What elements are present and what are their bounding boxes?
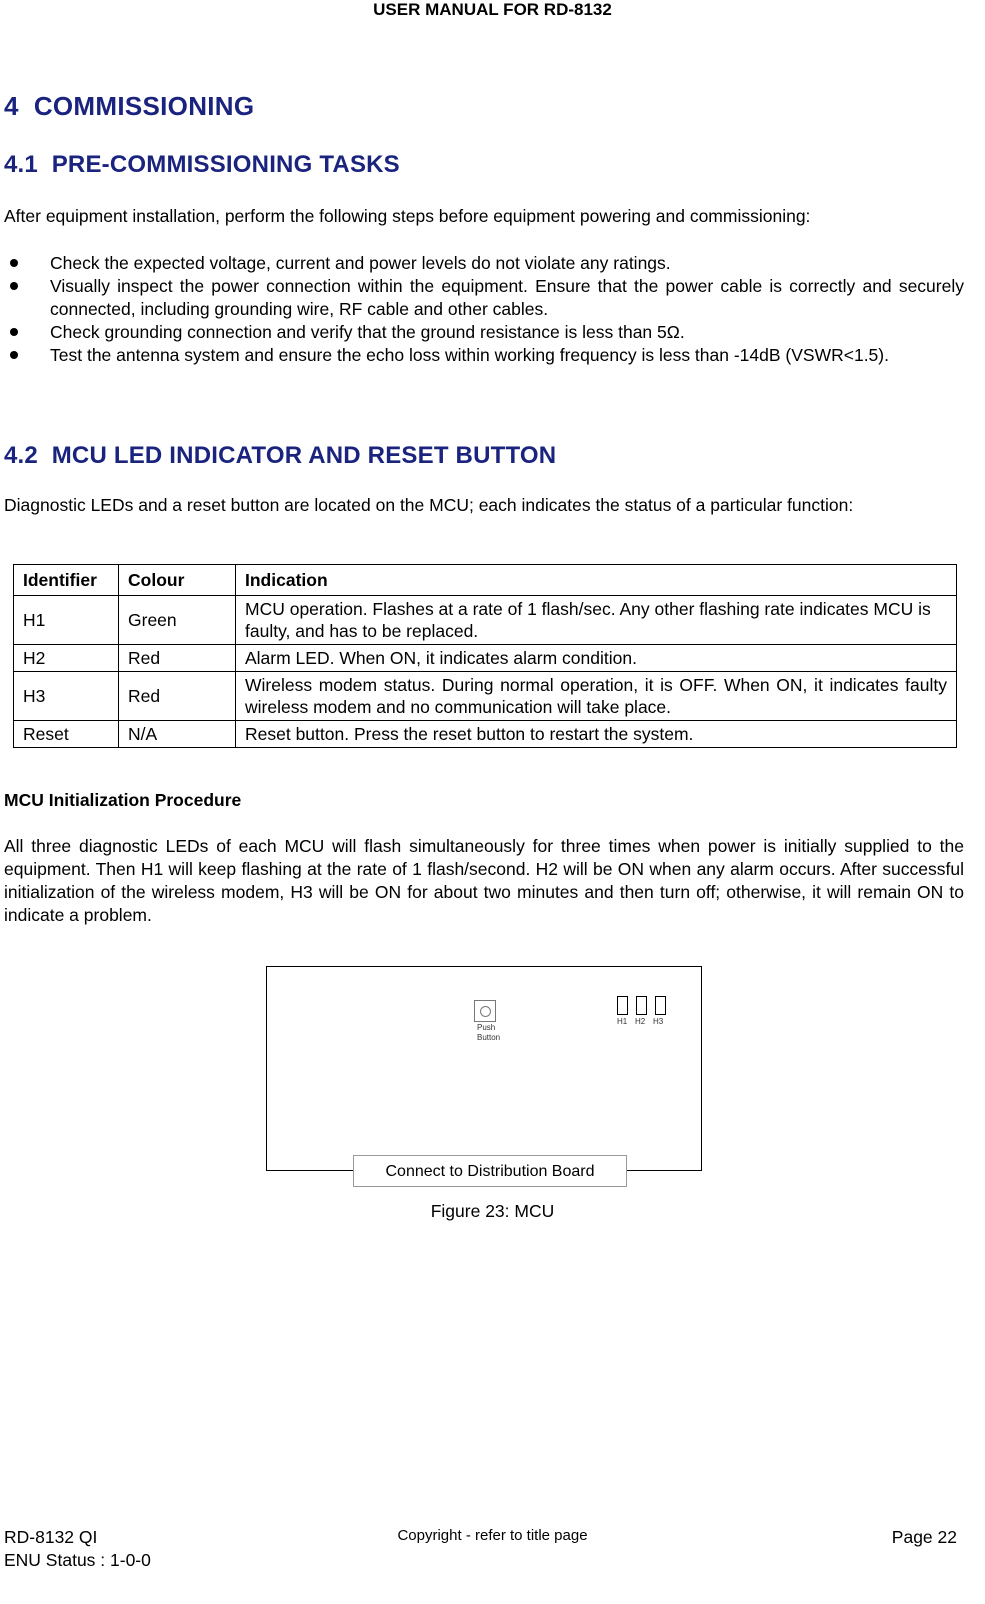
table-cell: Reset button. Press the reset button to restart the system. [236, 721, 957, 748]
running-header: USER MANUAL FOR RD-8132 [373, 0, 612, 19]
bullet-item [4, 344, 964, 390]
pre-commissioning-intro: After equipment installation, perform the following steps before equipment powering and commissioning: [4, 206, 811, 226]
led-label: H2 [635, 1017, 646, 1026]
section-number: 4 [4, 91, 19, 121]
table-cell: Green [119, 596, 236, 645]
table-cell: Red [119, 672, 236, 721]
column-header: Indication [236, 565, 957, 596]
bullet-icon [10, 351, 18, 359]
figure-caption: Figure 23: MCU [430, 1201, 555, 1221]
led-h1-icon [617, 996, 628, 1015]
led-indicator-table [13, 564, 957, 748]
bullet-text: Check the expected voltage, current and power levels do not violate any ratings. [50, 253, 671, 273]
table-row [14, 596, 957, 645]
footer-status: ENU Status : 1-0-0 [4, 1550, 151, 1570]
table-cell: Alarm LED. When ON, it indicates alarm condition. [236, 645, 957, 672]
section-heading [4, 91, 254, 122]
led-label: H3 [653, 1017, 664, 1026]
procedure-text: All three diagnostic LEDs of each MCU will flash simultaneously for three times when power is initially supplied to the equipment. Then H1 will keep flashing at the rate of 1 flash/second. H2 will be ON when any alarm occurs. After successful initialization of the wireless modem, H3 will be ON for about two minutes and then turn off; otherwise, it will remain ON to indicate a problem. [4, 836, 964, 925]
bullet-item [4, 252, 964, 275]
push-button-label-line1: Push [477, 1023, 496, 1032]
bullet-icon [10, 328, 18, 336]
table-cell: N/A [119, 721, 236, 748]
led-label: H1 [617, 1017, 628, 1026]
footer-page-number: Page 22 [891, 1527, 957, 1547]
table-cell: MCU operation. Flashes at a rate of 1 flash/sec. Any other flashing rate indicates MCU is faulty, and has to be replaced. [236, 596, 957, 645]
subsection-title: PRE-COMMISSIONING TASKS [51, 151, 400, 178]
distribution-board-connector: Connect to Distribution Board [353, 1155, 627, 1187]
table-cell: Reset [14, 721, 119, 748]
subsection-heading-4-2 [4, 442, 556, 470]
table-row [14, 645, 957, 672]
table-row [14, 721, 957, 748]
table-cell: H1 [14, 596, 119, 645]
column-header: Identifier [14, 565, 119, 596]
bullet-text: Test the antenna system and ensure the echo loss within working frequency is less than -14dB (VSWR<1.5). [50, 345, 889, 365]
section-title: COMMISSIONING [33, 91, 255, 121]
push-button-label-line2: Button [477, 1033, 501, 1042]
bullet-text: Visually inspect the power connection within the equipment. Ensure that the power cable is correctly and securely connected, including grounding wire, RF cable and other cables. [50, 276, 964, 319]
subsection-heading-4-1 [4, 151, 400, 179]
bullet-item [4, 275, 964, 321]
column-header: Colour [119, 565, 236, 596]
subsection-title: MCU LED INDICATOR AND RESET BUTTON [51, 442, 557, 469]
mcu-led-intro: Diagnostic LEDs and a reset button are located on the MCU; each indicates the status of a particular function: [4, 495, 854, 515]
table-header-row [14, 565, 957, 596]
bullet-item [4, 321, 964, 344]
footer-copyright: Copyright - refer to title page [397, 1527, 588, 1544]
led-h3-icon [655, 996, 666, 1015]
table-row [14, 672, 957, 721]
table-cell: Wireless modem status. During normal operation, it is OFF. When ON, it indicates faulty wireless modem and no communication will take place. [236, 672, 957, 721]
table-cell: Red [119, 645, 236, 672]
push-button-label [477, 1023, 500, 1043]
footer-doc-id: RD-8132 QI [4, 1527, 98, 1547]
procedure-title: MCU Initialization Procedure [4, 790, 242, 810]
table-cell: H2 [14, 645, 119, 672]
table-cell: H3 [14, 672, 119, 721]
subsection-number: 4.1 [4, 151, 38, 178]
subsection-number: 4.2 [4, 442, 38, 469]
bullet-icon [10, 282, 18, 290]
led-h2-icon [636, 996, 647, 1015]
bullet-icon [10, 259, 18, 267]
push-button-circle-icon [480, 1006, 491, 1017]
bullet-text: Check grounding connection and verify that the ground resistance is less than 5Ω. [50, 322, 685, 342]
